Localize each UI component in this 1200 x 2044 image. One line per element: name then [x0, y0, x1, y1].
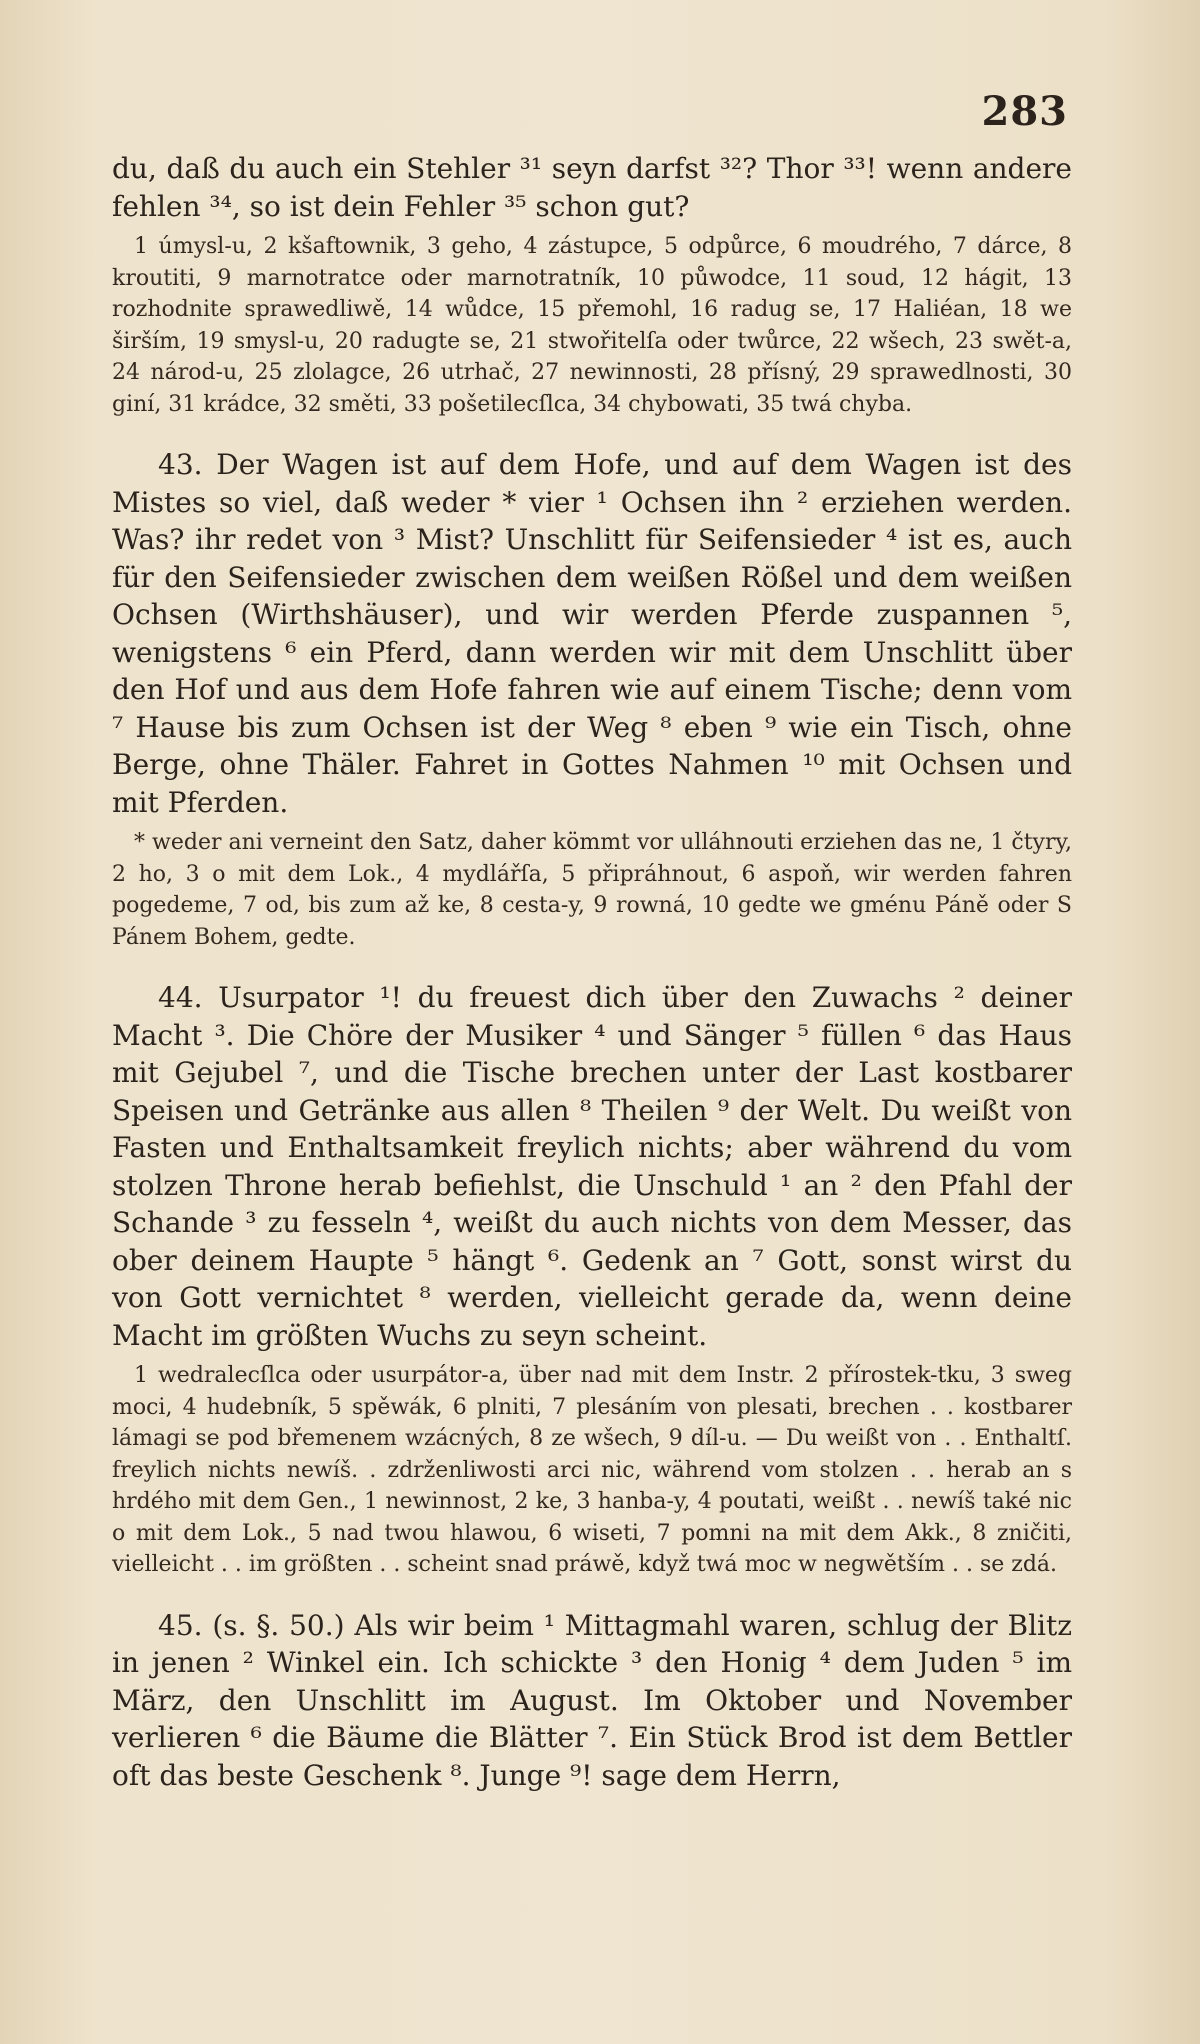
vocabulary-notes: 1 úmysl-u, 2 kšaftownik, 3 geho, 4 zástupce, 5 odpůrce, 6 moudrého, 7 dárce, 8 kroutiti, 9 marnotratce oder marnotratník, 10 půwodce, 11 soud, 12 hágit, 13 rozhodnite sprawedliwě, 14 wůdce, 15 přemohl, 16 radug se, 17 Haliéan, 18 we širším, 19 smysl-u, 20 radugte se, 21 stwořitelſa oder twůrce, 22 wšech, 23 swět-a, 24 národ-u, 25 zlolagce, 26 utrhač, 27 newinnosti, 28 přísný, 29 sprawedlnosti, 30 giní, 31 krádce, 32 směti, 33 pošetilecſlca, 34 chybowati, 35 twá chyba. — [112, 234, 1072, 417]
exercise-text: 44. Usurpator ¹! du freuest dich über den Zuwachs ² deiner Macht ³. Die Chöre der Musiker ⁴ und Sänger ⁵ füllen ⁶ das Haus mit Gejubel ⁷, und die Tische brechen unter der Last kostbarer Speisen und Getränke aus allen ⁸ Theilen ⁹ der Welt. Du weißt von Fasten und Enthaltsamkeit freylich nichts; aber während du vom stolzen Throne herab befiehlst, die Unschuld ¹ an ² den Pfahl der Schande ³ zu fesseln ⁴, weißt du auch nichts von dem Messer, das ober deinem Haupte ⁵ hängt ⁶. Gedenk an ⁷ Gott, sonst wirst du von Gott vernichtet ⁸ werden, vielleicht gerade da, wenn deine Macht im größten Wuchs zu seyn scheint. — [112, 981, 1072, 1352]
page-number: 283 — [981, 88, 1068, 135]
section-42-end — [112, 150, 1072, 420]
section-45 — [112, 1607, 1072, 1795]
section-44 — [112, 979, 1072, 1581]
exercise-text: du, daß du auch ein Stehler ³¹ seyn darfst ³²? Thor ³³! wenn andere fehlen ³⁴, so ist dein Fehler ³⁵ schon gut? — [112, 152, 1072, 223]
section-43 — [112, 446, 1072, 953]
vocabulary-notes: * weder ani verneint den Satz, daher kömmt vor ulláhnouti erziehen das ne, 1 čtyry, 2 ho, 3 o mit dem Lok., 4 mydlářſa, 5 připráhnout, 6 aspoň, wir werden fahren pogedeme, 7 od, bis zum až ke, 8 cesta-y, 9 rowná, 10 gedte we gménu Páně oder S Pánem Bohem, gedte. — [112, 830, 1072, 950]
page-content — [112, 150, 1072, 1794]
exercise-text: 45. (s. §. 50.) Als wir beim ¹ Mittagmahl waren, schlug der Blitz in jenen ² Winkel ein. Ich schickte ³ den Honig ⁴ dem Juden ⁵ im März, den Unschlitt im August. Im Oktober und November verlieren ⁶ die Bäume die Blätter ⁷. Ein Stück Brod ist dem Bettler oft das beste Geschenk ⁸. Junge ⁹! sage dem Herrn, — [112, 1608, 1072, 1792]
exercise-text: 43. Der Wagen ist auf dem Hofe, und auf dem Wagen ist des Mistes so viel, daß weder * vier ¹ Ochsen ihn ² erziehen werden. Was? ihr redet von ³ Mist? Unschlitt für Seifensieder ⁴ ist es, auch für den Seifensieder zwischen dem weißen Rößel und dem weißen Ochsen (Wirthshäuser), und wir werden Pferde zuspannen ⁵, wenigstens ⁶ ein Pferd, dann werden wir mit dem Unschlitt über den Hof und aus dem Hofe fahren wie auf einem Tische; denn vom ⁷ Hause bis zum Ochsen ist der Weg ⁸ eben ⁹ wie ein Tisch, ohne Berge, ohne Thäler. Fahret in Gottes Nahmen ¹⁰ mit Ochsen und mit Pferden. — [112, 448, 1072, 819]
vocabulary-notes: 1 wedralecſlca oder usurpátor-a, über nad mit dem Instr. 2 přírostek-tku, 3 sweg moci, 4 hudebník, 5 spěwák, 6 plniti, 7 plesáním von plesati, brechen . . kostbarer lámagi se pod břemenem wzácných, 8 ze wšech, 9 díl-u. — Du weißt von . . Enthaltſ. freylich nichts newíš. . zdrženliwosti arci nic, während vom stolzen . . herab an s hrdého mit dem Gen., 1 newinnost, 2 ke, 3 hanba-y, 4 poutati, weißt . . newíš také nic o mit dem Lok., 5 nad twou hlawou, 6 wiseti, 7 pomni na mit dem Akk., 8 zničiti, vielleicht . . im größten . . scheint snad práwě, když twá moc w negwětším . . se zdá. — [112, 1363, 1072, 1577]
